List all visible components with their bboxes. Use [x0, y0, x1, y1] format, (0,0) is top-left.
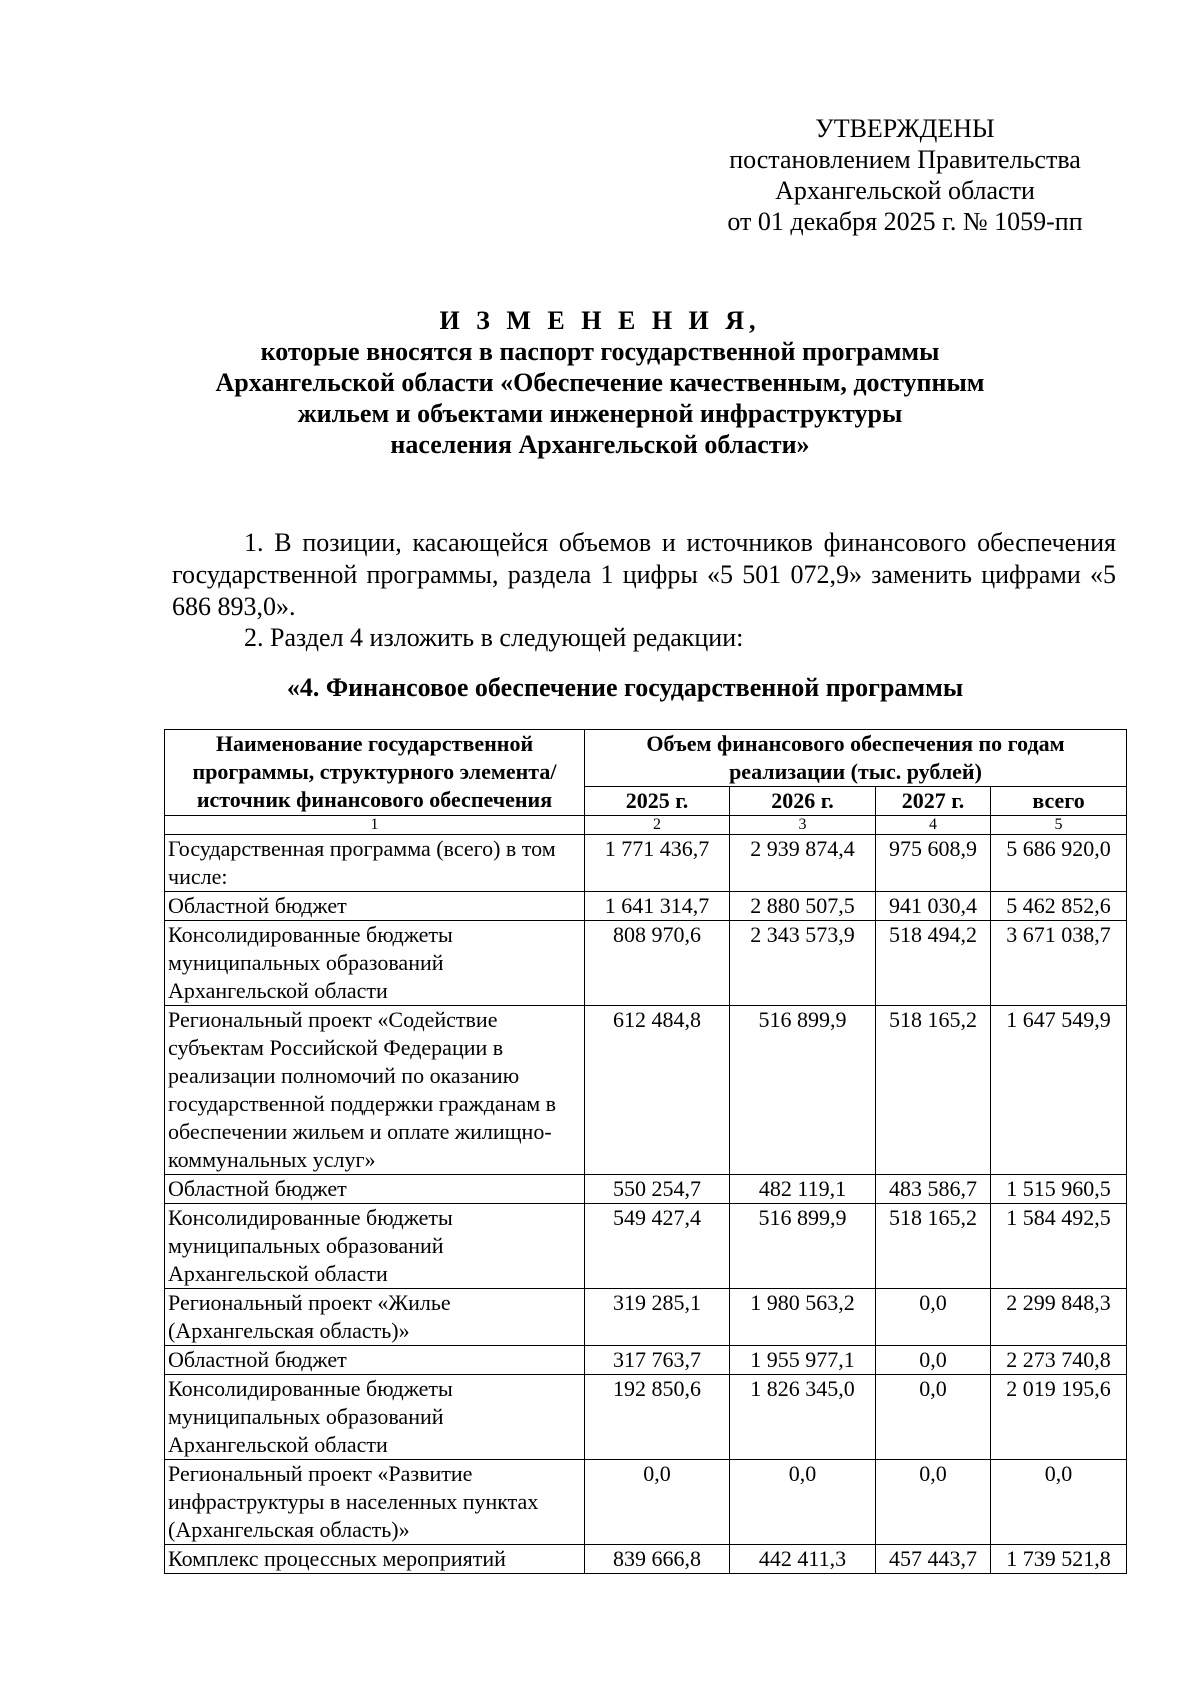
approval-line-1: УТВЕРЖДЕНЫ — [815, 114, 995, 143]
row-name: Областной бюджет — [165, 1175, 585, 1204]
table-row — [165, 1289, 1127, 1346]
value-2026: 2 880 507,5 — [730, 892, 876, 921]
table-row — [165, 1175, 1127, 1204]
approval-line-3: Архангельской области — [775, 176, 1035, 205]
table-row — [165, 921, 1127, 1006]
value-total: 2 273 740,8 — [991, 1346, 1127, 1375]
row-name: Консолидированные бюджеты муниципальных образований Архангельской области — [165, 1204, 585, 1289]
value-2025: 550 254,7 — [585, 1175, 730, 1204]
value-2026: 482 119,1 — [730, 1175, 876, 1204]
value-2025: 1 771 436,7 — [585, 835, 730, 892]
value-total: 3 671 038,7 — [991, 921, 1127, 1006]
title-line-5: населения Архангельской области» — [390, 430, 810, 459]
value-2026: 442 411,3 — [730, 1545, 876, 1574]
value-2027: 0,0 — [876, 1375, 991, 1460]
table-row — [165, 1545, 1127, 1574]
value-2026: 2 343 573,9 — [730, 921, 876, 1006]
value-2027: 483 586,7 — [876, 1175, 991, 1204]
value-2027: 518 165,2 — [876, 1006, 991, 1175]
value-2026: 516 899,9 — [730, 1204, 876, 1289]
value-2025: 192 850,6 — [585, 1375, 730, 1460]
value-2026: 2 939 874,4 — [730, 835, 876, 892]
approval-line-2: постановлением Правительства — [729, 145, 1081, 174]
value-total: 0,0 — [991, 1460, 1127, 1545]
index-cell: 3 — [730, 816, 876, 835]
index-cell: 5 — [991, 816, 1127, 835]
financing-table — [164, 729, 1127, 1574]
row-name: Региональный проект «Жилье (Архангельская область)» — [165, 1289, 585, 1346]
value-2027: 0,0 — [876, 1289, 991, 1346]
table-row — [165, 1204, 1127, 1289]
header-year-2027: 2027 г. — [876, 787, 991, 816]
row-name: Региональный проект «Содействие субъектам Российской Федерации в реализации полномочий по оказанию государственной поддержки гражданам в обеспечении жильем и оплате жилищно-коммунальных услуг» — [165, 1006, 585, 1175]
value-total: 1 515 960,5 — [991, 1175, 1127, 1204]
table-row — [165, 1375, 1127, 1460]
value-2025: 319 285,1 — [585, 1289, 730, 1346]
value-2025: 317 763,7 — [585, 1346, 730, 1375]
value-2027: 941 030,4 — [876, 892, 991, 921]
value-2026: 516 899,9 — [730, 1006, 876, 1175]
paragraph-1-text: 1. В позиции, касающейся объемов и источников финансового обеспечения государственной программы, раздела 1 цифры «5 501 072,9» заменить цифрами «5 686 893,0». — [172, 528, 1116, 621]
table-row — [165, 835, 1127, 892]
row-name: Региональный проект «Развитие инфраструктуры в населенных пунктах (Архангельская область)» — [165, 1460, 585, 1545]
table-row — [165, 892, 1127, 921]
row-name: Областной бюджет — [165, 892, 585, 921]
header-volume: Объем финансового обеспечения по годам реализации (тыс. рублей) — [585, 730, 1127, 787]
value-total: 1 739 521,8 — [991, 1545, 1127, 1574]
value-2027: 518 494,2 — [876, 921, 991, 1006]
header-total: всего — [991, 787, 1127, 816]
header-name: Наименование государственной программы, структурного элемента/ источник финансового обеспечения — [165, 730, 585, 816]
title-line-2: которые вносятся в паспорт государственной программы — [260, 337, 940, 366]
index-row — [165, 816, 1127, 835]
table-row — [165, 1460, 1127, 1545]
approval-stamp — [690, 113, 1120, 237]
paragraph-2 — [172, 622, 1116, 654]
value-total: 1 647 549,9 — [991, 1006, 1127, 1175]
paragraph-2-text: 2. Раздел 4 изложить в следующей редакции: — [244, 623, 744, 652]
value-2027: 518 165,2 — [876, 1204, 991, 1289]
value-2027: 0,0 — [876, 1460, 991, 1545]
row-name: Консолидированные бюджеты муниципальных образований Архангельской области — [165, 921, 585, 1006]
value-2026: 1 955 977,1 — [730, 1346, 876, 1375]
value-2027: 457 443,7 — [876, 1545, 991, 1574]
value-2026: 0,0 — [730, 1460, 876, 1545]
value-2025: 549 427,4 — [585, 1204, 730, 1289]
value-total: 2 019 195,6 — [991, 1375, 1127, 1460]
section-title: «4. Финансовое обеспечение государственной программы — [286, 673, 964, 702]
value-2026: 1 826 345,0 — [730, 1375, 876, 1460]
value-2027: 975 608,9 — [876, 835, 991, 892]
value-total: 1 584 492,5 — [991, 1204, 1127, 1289]
value-2025: 1 641 314,7 — [585, 892, 730, 921]
value-2026: 1 980 563,2 — [730, 1289, 876, 1346]
row-name: Консолидированные бюджеты муниципальных образований Архангельской области — [165, 1375, 585, 1460]
index-cell: 2 — [585, 816, 730, 835]
header-year-2025: 2025 г. — [585, 787, 730, 816]
value-total: 2 299 848,3 — [991, 1289, 1127, 1346]
table-row — [165, 1346, 1127, 1375]
index-cell: 4 — [876, 816, 991, 835]
approval-line-4: от 01 декабря 2025 г. № 1059-пп — [727, 207, 1083, 236]
value-2025: 0,0 — [585, 1460, 730, 1545]
value-2027: 0,0 — [876, 1346, 991, 1375]
row-name: Областной бюджет — [165, 1346, 585, 1375]
value-2025: 808 970,6 — [585, 921, 730, 1006]
title-line-4: жильем и объектами инженерной инфраструктуры — [297, 399, 903, 428]
value-2025: 612 484,8 — [585, 1006, 730, 1175]
title-line-1: И З М Е Н Е Н И Я, — [439, 306, 761, 335]
table-row — [165, 1006, 1127, 1175]
value-total: 5 686 920,0 — [991, 835, 1127, 892]
paragraph-1 — [172, 527, 1116, 623]
document-title — [160, 305, 1040, 460]
title-line-3: Архангельской области «Обеспечение качественным, доступным — [215, 368, 985, 397]
value-2025: 839 666,8 — [585, 1545, 730, 1574]
index-cell: 1 — [165, 816, 585, 835]
row-name: Комплекс процессных мероприятий — [165, 1545, 585, 1574]
row-name: Государственная программа (всего) в том числе: — [165, 835, 585, 892]
value-total: 5 462 852,6 — [991, 892, 1127, 921]
header-year-2026: 2026 г. — [730, 787, 876, 816]
